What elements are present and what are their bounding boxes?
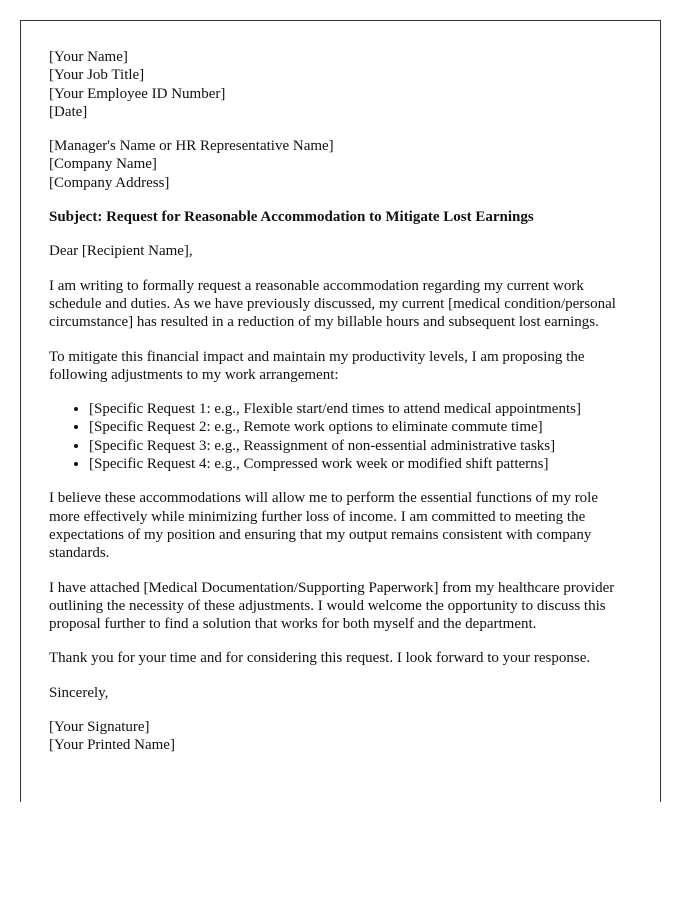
salutation: Dear [Recipient Name], <box>49 243 193 260</box>
printed-name: [Your Printed Name] <box>49 737 175 754</box>
valediction: Sincerely, <box>49 684 109 701</box>
sender-employee-id: [Your Employee ID Number] <box>49 85 226 102</box>
thanks-paragraph: Thank you for your time and for considering this request. I look forward to your response. <box>49 650 591 667</box>
list-item: • [Specific Request 1: e.g., Flexible start/end times to attend medical appointments] <box>89 400 632 418</box>
letter-page <box>20 20 661 802</box>
recipient-address: [Company Address] <box>49 174 170 191</box>
sender-job-title: [Your Job Title] <box>49 67 145 84</box>
sender-block <box>49 48 632 121</box>
signature: [Your Signature] <box>49 719 150 736</box>
list-item: • [Specific Request 4: e.g., Compressed work week or modified shift patterns] <box>89 455 632 473</box>
recipient-company: [Company Name] <box>49 156 157 173</box>
proposal-paragraph: To mitigate this financial impact and maintain my productivity levels, I am proposing the following adjustments to my work arrangement: <box>49 348 585 383</box>
list-item: • [Specific Request 2: e.g., Remote work options to eliminate commute time] <box>89 418 632 436</box>
letter-date: [Date] <box>49 103 88 120</box>
subject-line: Subject: Request for Reasonable Accommodation to Mitigate Lost Earnings <box>49 209 534 226</box>
belief-paragraph: I believe these accommodations will allow me to perform the essential functions of my role more effectively while minimizing further loss of income. I am committed to meeting the expectations of my position and ensuring that my output remains consistent with company standards. <box>49 490 599 562</box>
list-item: • [Specific Request 3: e.g., Reassignment of non-essential administrative tasks] <box>89 437 632 455</box>
intro-paragraph: I am writing to formally request a reasonable accommodation regarding my current work schedule and duties. As we have previously discussed, my current [medical condition/personal circumstance] has resulted in a reduction of my billable hours and subsequent lost earnings. <box>49 277 616 331</box>
recipient-block <box>49 137 632 192</box>
recipient-name: [Manager's Name or HR Representative Name] <box>49 138 334 155</box>
signature-block <box>49 718 632 755</box>
sender-name: [Your Name] <box>49 49 128 65</box>
attachment-paragraph: I have attached [Medical Documentation/Supporting Paperwork] from my healthcare provider outlining the necessity of these adjustments. I would welcome the opportunity to discuss this proposal further to find a solution that works for both myself and the department. <box>49 579 615 633</box>
request-list <box>49 400 632 473</box>
